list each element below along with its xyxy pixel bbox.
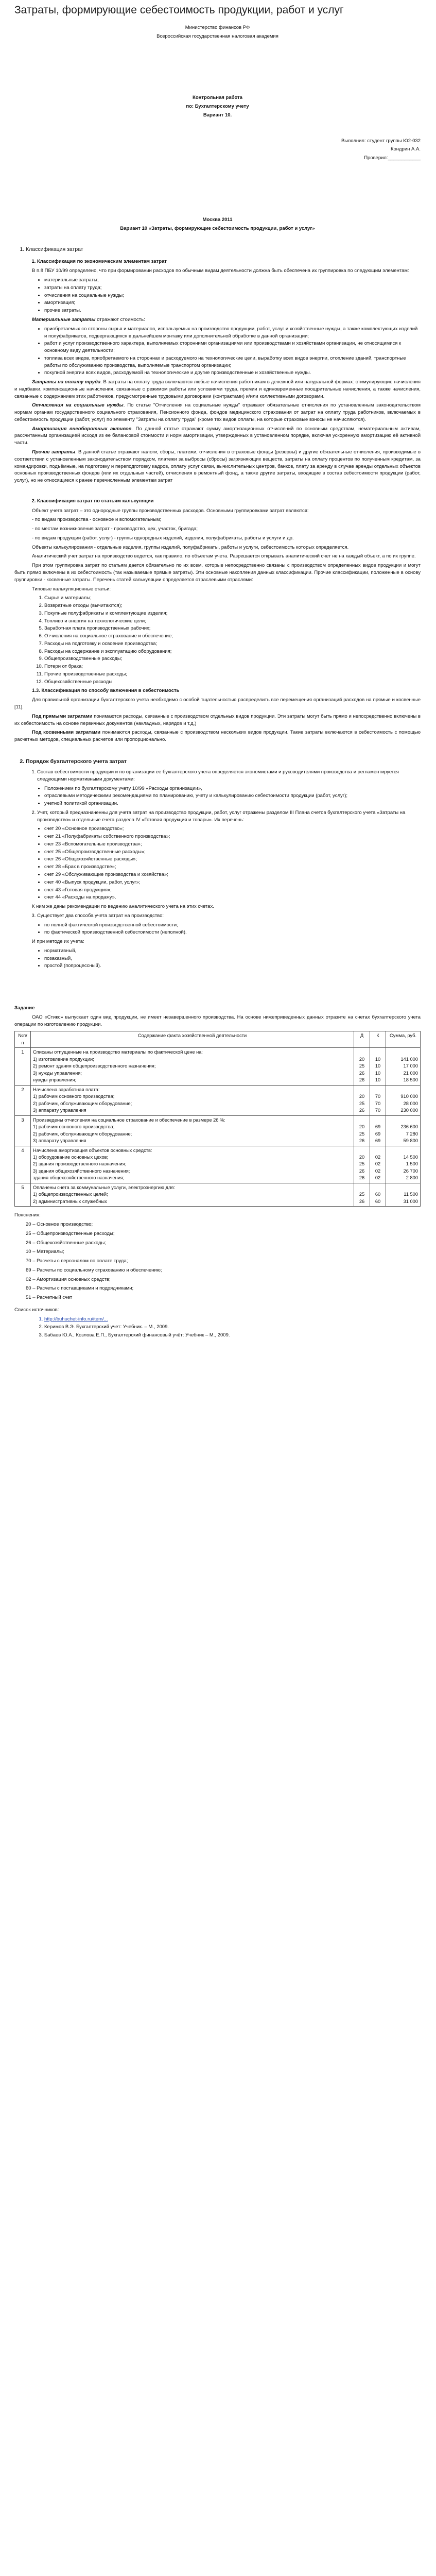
kinds-list (14, 947, 421, 970)
row-number-line: 3 (21, 1117, 24, 1123)
credit-account (370, 1048, 386, 1085)
credit-account-line: 70 (375, 1094, 381, 1099)
paragraph: - по местам возникновения затрат - производство, цех, участок, бригада; (32, 526, 198, 532)
debit-account-line: 26 (359, 1198, 365, 1204)
row-description-line: Начислена заработная плата: (33, 1087, 100, 1092)
credit-account-line: 10 (375, 1077, 381, 1083)
debit-account (354, 1048, 370, 1085)
variant-title: Вариант 10 «Затраты, формирующие себестоимость продукции, работ и услуг» (120, 225, 315, 231)
debit-account-line: 26 (359, 1077, 365, 1083)
row-description-line: Списаны отпущенные на производство материалы по фактической цене на: (33, 1049, 203, 1055)
amount-line: 1 500 (406, 1161, 418, 1167)
debit-account-line (356, 1184, 368, 1191)
row-description-line: 1) рабочим основного производства; (33, 1124, 115, 1130)
credit-account-line: 02 (375, 1168, 381, 1174)
row-number (15, 1085, 31, 1115)
credit-account-line: 70 (375, 1100, 381, 1106)
regulations-list (14, 785, 421, 807)
list-item: 5. Заработная плата производственных рабочих; (44, 625, 421, 632)
list-item: 11. Прочие производственные расходы; (44, 671, 421, 678)
list-item: • топлива всех видов, приобретаемого на стороннах и расходуемого на технологические цели, выработку всех видов энергии, отопление зданий, транспортные работы по обслуживанию производства, выполняемые транспортом организации; (44, 355, 421, 369)
row-description (31, 1146, 354, 1183)
row-description-line: Оплачены счета за коммунальные услуги, электроэнергию для: (33, 1184, 176, 1190)
amount-line: 18 500 (403, 1077, 418, 1083)
paragraph: Типовые калькуляционные статьи: (32, 586, 111, 592)
list-item: 1. Состав себестоимости продукции и по организации ее бухгалтерского учета определяется экономистами и руководителями производства и регламентируется следующими нормативными документами: (37, 769, 421, 783)
paragraph: Отчисления на социальные нужды. По статье "Отчисления на социальные нужды" отражают обязательные отчисления по установленным законодательством нормам органам государственного социального страхования, Пенсионного фонда, фондов медицинского страхования от затрат на оплату труда работников, включаемых в себестоимость продукции (работ, услуг) по элементу "Затраты на оплату труда" (кроме тех видов оплаты, на которые страховые взносы не начисляются). (14, 402, 421, 422)
list-item: • счет 43 «Готовая продукция»; (44, 887, 421, 894)
document-title: Затраты, формирующие себестоимость продукции, работ и услуг (14, 4, 344, 16)
paragraph: Материальные затраты отражают стоимость: (32, 317, 145, 323)
list-item: 12. Общехозяйственные расходы (44, 679, 421, 686)
column-header: К (370, 1031, 386, 1048)
list-item: • отчисления на социальные нужды; (44, 292, 421, 299)
legend (14, 1221, 421, 1301)
legend-heading: Пояснения: (14, 1212, 41, 1218)
section-heading: 1. Классификация затрат (26, 246, 421, 253)
sources-heading: Список источников: (14, 1307, 59, 1313)
amount-line: 28 000 (403, 1100, 418, 1106)
list-item: • счет 20 «Основное производство»; (44, 825, 421, 833)
table-row (15, 1048, 421, 1085)
amount (386, 1183, 421, 1206)
credit-account-line: 60 (375, 1198, 381, 1204)
list-item: • прочие затраты. (44, 307, 421, 314)
row-description-line: 2) рабочим, обслуживающим оборудование; (33, 1100, 132, 1106)
paragraph: Объект учета затрат – это однородные группы производственных расходов. Основными группировками затрат являются: (32, 507, 309, 514)
paragraph: Под косвенными затратами понимаются расходы, связанные с производством нескольких видов продукции. Такие затраты включаются в себестоимость с помощью расчетных методов, специальных расчетов или пропорционально. (14, 730, 421, 743)
list-item: • счет 25 «Общепроизводственные расходы»; (44, 849, 421, 856)
debit-account-line: 25 (359, 1131, 365, 1137)
list-item: • затраты на оплату труда; (44, 284, 421, 292)
row-number (15, 1146, 31, 1183)
list-item: 6. Отчисления на социальное страхование и обеспечение; (44, 633, 421, 640)
debit-account-line: 25 (359, 1063, 365, 1069)
paragraph: Объекты калькулирования - отдельные изделия, группы изделий, полуфабрикаты, работы и услуги, себестоимость которых определяется. (32, 544, 349, 550)
amount-line (388, 1184, 418, 1191)
amount-line: 59 800 (403, 1138, 418, 1144)
credit-account-line (372, 1087, 383, 1093)
list-item: • счет 26 «Общехозяйственные расходы»; (44, 856, 421, 863)
credit-account-line: 02 (375, 1161, 381, 1167)
elements-list (14, 277, 421, 314)
column-header: Содержание факта хозяйственной деятельности (31, 1031, 354, 1048)
row-description-line: 1) изготовление продукции; (33, 1056, 94, 1062)
credit-account-line: 02 (375, 1175, 381, 1181)
debit-account-line: 26 (359, 1168, 365, 1174)
amount-line: 7 280 (406, 1131, 418, 1137)
list-item: 7. Расходы на подготовку и освоение производства; (44, 640, 421, 648)
list-item: • по фактической производственной себестоимости (неполной). (44, 929, 421, 936)
column-header: №п/п (15, 1031, 31, 1048)
list-item: 2. Возвратные отходы (вычитаются); (44, 602, 421, 609)
list-item: • приобретаемых со стороны сырья и материалов, используемых на производство продукции, работ, услуг и хозяйственные нужды, а также комплектующих изделий и полуфабрикатов, подвергающихся в дальнейшем монтажу или дополнительной обработке в данной организации; (44, 326, 421, 340)
row-description-line: 3) нужды управления; (33, 1070, 82, 1076)
list-item: • простой (попроцессный). (44, 962, 421, 970)
credit-account (370, 1115, 386, 1146)
amount (386, 1048, 421, 1085)
row-number (15, 1115, 31, 1146)
credit-account (370, 1085, 386, 1115)
ministry-name: Министерство финансов РФ (185, 24, 250, 30)
paragraph: Аналитический учет затрат на производство ведется, как правило, по объектам учета. Разрешается открывать аналитический счет не на каждый объект, а по их группе. (32, 553, 416, 560)
debit-account-line: 25 (359, 1161, 365, 1167)
row-description-line: 1) рабочим основного производства; (33, 1094, 115, 1099)
list-item: • учетной политикой организации. (44, 800, 421, 807)
list-item: • счет 29 «Обслуживающие производства и хозяйства»; (44, 871, 421, 878)
amount-line: 141 000 (400, 1056, 418, 1062)
credit-account-line: 10 (375, 1063, 381, 1069)
debit-account-line: 20 (359, 1154, 365, 1160)
debit-account (354, 1085, 370, 1115)
row-description-line: 2) ремонт здания общепроизводственного назначения; (33, 1063, 156, 1069)
paragraph: Под прямыми затратами понимаются расходы, связанные с производством отдельных видов продукции. Эти затраты могут быть прямо и непосредственно включены в их себестоимость на основе первичных документов (накладных, нарядов и т.д.) (14, 713, 421, 726)
city-year: Москва 2011 (202, 216, 233, 223)
credit-account-line (372, 1184, 383, 1191)
amount-line (388, 1087, 418, 1093)
credit-account-line: 02 (375, 1154, 381, 1160)
debit-account-line: 20 (359, 1124, 365, 1130)
row-description (31, 1048, 354, 1085)
list-item: • амортизация; (44, 299, 421, 307)
debit-account-line: 20 (359, 1056, 365, 1062)
amount-line: 31 000 (403, 1198, 418, 1204)
row-description-line: 3) аппарату управления (33, 1138, 86, 1144)
row-description-line: 3) здания общехозяйственного назначения; (33, 1168, 130, 1174)
paragraph: При этом группировка затрат по статьям дается обязательно по их всем, которые непосредственно связаны с производством определенных видов продукции и могут быть прямо включены в их себестоимость (так называемые прямые затраты). Эти основные накопления данных классификации. Прочие классификации, положенные в основу группировки - косвенные затраты. Перечень статей калькуляции определяется отраслевыми отраслями: (14, 563, 421, 583)
procedure-list (14, 809, 421, 824)
source-link[interactable]: 1. http://buhuchet-info.ru/item/... (44, 1316, 421, 1323)
credit-account-line: 60 (375, 1192, 381, 1197)
section-heading: 2. Порядок бухгалтерского учета затрат (26, 758, 421, 766)
entries-table (14, 1031, 421, 1207)
list-item: • Положением по бухгалтерскому учету 10/99 «Расходы организации», (44, 785, 421, 792)
list-item: • счет 40 «Выпуск продукции, работ, услуг»; (44, 879, 421, 886)
credit-account-line (372, 1147, 383, 1154)
row-description-line: 2) здания производственного назначения; (33, 1161, 127, 1167)
list-item: 2. Учет, который предназначенны для учета затрат на производство продукции, работ, услуг отражены разделом III Плана счетов бухгалтерского учета «Затраты на производство» и отдельные счета раздела IV «Готовая продукция и товары». Их перечень: (37, 809, 421, 824)
legend-item: 25 – Общепроизводственные расходы; (26, 1230, 115, 1236)
row-number-line: 4 (21, 1147, 24, 1153)
list-item: 8. Расходы на содержание и эксплуатацию оборудования; (44, 648, 421, 655)
procedure-list (14, 912, 421, 920)
amount-line (388, 1049, 418, 1056)
amount-line: 236 600 (400, 1124, 418, 1130)
debit-account (354, 1183, 370, 1206)
list-item: • счет 28 «Брак в производстве»; (44, 863, 421, 871)
amount-line: 11 500 (404, 1192, 418, 1197)
paragraph: Амортизация внеоборотных активов. По данной статье отражают сумму амортизационных отчислений по основным средствам, нематериальным активам, рассчитанным организацией исходя из ее балансовой стоимости и норм амортизации, утвержденных в установленном порядке, включая ускоренную амортизацию её активной части. (14, 426, 421, 446)
row-description-line: 2) рабочим, обслуживающим оборудование; (33, 1131, 132, 1137)
subsection-1-2 (14, 498, 421, 505)
author-line: Кондрин А.А. (390, 146, 421, 152)
credit-account-line: 10 (375, 1056, 381, 1062)
row-description-line: нужды управления; (33, 1077, 77, 1083)
amount (386, 1146, 421, 1183)
credit-account-line: 70 (375, 1108, 381, 1113)
row-description-line: Произведены отчисления на социальное страхование и обеспечение в размере 26 %: (33, 1117, 225, 1123)
paragraph: Для правильной организации бухгалтерского учета необходимо с особой тщательностью распределить все перемещения организаций расходов на прямые и косвенные [11]. (14, 697, 421, 710)
table-row (15, 1085, 421, 1115)
credit-account-line: 69 (375, 1124, 381, 1130)
column-header: Д (354, 1031, 370, 1048)
row-description-line: 1) оборудование основных цехов; (33, 1154, 109, 1160)
row-description (31, 1115, 354, 1146)
credit-account-line (372, 1117, 383, 1124)
subsection-heading: 1. Классификация по экономическим элементам затрат (37, 258, 421, 265)
debit-account-line: 26 (359, 1138, 365, 1144)
legend-item: 26 – Общехозяйственные расходы; (26, 1240, 106, 1246)
legend-item: 70 – Расчеты с персоналом по оплате труда; (26, 1258, 128, 1264)
row-description (31, 1183, 354, 1206)
legend-item: 02 – Амортизация основных средств; (26, 1276, 111, 1282)
row-number (15, 1048, 31, 1085)
debit-account-line: 26 (359, 1175, 365, 1181)
academy-name: Всероссийская государственная налоговая академия (156, 33, 278, 39)
amount-line (388, 1147, 418, 1154)
legend-item: 60 – Расчеты с поставщиками и подрядчиками; (26, 1285, 134, 1292)
debit-account-line: 25 (359, 1100, 365, 1106)
table-row (15, 1183, 421, 1206)
variant: Вариант 10. (203, 112, 232, 118)
row-number-line: 1 (21, 1049, 24, 1055)
subsection-heading: 1.3. Классификация по способу включения в себестоимость (32, 688, 180, 694)
paragraph: - по видам продукции (работ, услуг) - группы однородных изделий, изделия, полуфабрикаты, работы и услуги и др. (32, 535, 294, 541)
list-item: • позаказный, (44, 955, 421, 962)
debit-account-line: 26 (359, 1070, 365, 1076)
paragraph: Затраты на оплату труда. В затраты на оплату труда включаются любые начисления работникам в денежной или натуральной формах: стимулирующие начисления и надбавки, компенсационные начисления, связанные с режимом работы или условиями труда, премии и единовременные поощрительные начисления, а также начисления, связанные с содержанием этих работников, предусмотренные трудовыми договорами (контрактами) и/или коллективными договорами. (14, 379, 421, 399)
list-item: • нормативный, (44, 947, 421, 955)
list-item: 2. Керимов В.Э. Бухгалтерский учет: Учебник. – М., 2009. (44, 1324, 421, 1331)
amount-line: 26 700 (403, 1168, 418, 1174)
paragraph: - по видам производства - основное и вспомогательным; (32, 517, 162, 523)
credit-account-line: 10 (375, 1070, 381, 1076)
credit-account-line: 69 (375, 1138, 381, 1144)
amount-line: 17 000 (403, 1063, 418, 1069)
list-item: • отраслевыми методическими рекомендациями по планированию, учету и калькулированию себестоимости продукции (работ, услуг); (44, 792, 421, 800)
list-item: • счет 23 «Вспомогательные производства»; (44, 841, 421, 848)
task-heading: Задание (14, 1005, 35, 1011)
credit-account (370, 1183, 386, 1206)
row-number-line: 2 (21, 1087, 24, 1092)
debit-account-line (356, 1049, 368, 1056)
list-item: • счет 44 «Расходы на продажу». (44, 894, 421, 901)
legend-item: 20 – Основное производство; (26, 1222, 93, 1228)
legend-item: 51 – Расчетный счет (26, 1295, 73, 1301)
row-description (31, 1085, 354, 1115)
row-description-line: 3) аппарату управления (33, 1108, 86, 1113)
list-item: 10. Потери от брака; (44, 663, 421, 670)
table-row (15, 1115, 421, 1146)
methods-list (14, 922, 421, 937)
author-line: Проверил:____________ (364, 155, 421, 161)
row-description-line: Начислена амортизация объектов основных средств: (33, 1147, 152, 1153)
debit-account-line: 25 (359, 1192, 365, 1197)
sources-list (14, 1316, 421, 1339)
list-item: • по полной фактической производственной себестоимости; (44, 922, 421, 929)
table-header-row (15, 1031, 421, 1048)
title-page (14, 24, 421, 232)
subsection-heading: 2. Классификация затрат по статьям калькуляции (37, 498, 421, 505)
paragraph: ОАО «Стикс» выпускает один вид продукции, не имеет незавершенного производства. На основе нижеприведенных данных отразите на счетах бухгалтерского учета операции по изготовлению продукции. (14, 1014, 421, 1027)
amount-line: 14 500 (403, 1154, 418, 1160)
list-item: 3. Существует два способа учета затрат на производство: (37, 912, 421, 920)
credit-account-line (372, 1049, 383, 1056)
discipline: по: Бухгалтерскому учету (186, 104, 249, 110)
debit-account-line (356, 1147, 368, 1154)
procedure-list (14, 769, 421, 783)
list-item: • материальные затраты; (44, 277, 421, 284)
accounts-list (14, 825, 421, 901)
list-item: • покупной энергии всех видов, расходуемой на технологические и другие производственные и хозяйственные нужды. (44, 369, 421, 377)
legend-item: 69 – Расчеты по социальному страхованию и обеспечению; (26, 1267, 162, 1273)
list-item: 3. Бабаев Ю.А., Козлова Е.П., Бухгалтерский финансовый учёт: Учебник – М., 2009. (44, 1332, 421, 1339)
debit-account-line: 26 (359, 1108, 365, 1113)
row-description-line: 1) общепроизводственных целей; (33, 1192, 108, 1197)
credit-account-line: 69 (375, 1131, 381, 1137)
work-type: Контрольная работа (193, 95, 242, 101)
section-2 (14, 758, 421, 766)
paragraph: Прочие затраты. В данной статье отражают налоги, сборы, платежи, отчисления в страховые фонды (резервы) и другие обязательные отчисления, производимые в соответствии с установленным законодательством порядком, платежи за выбросы (сбросы) загрязняющих веществ, затраты на оплату процентов по полученным кредитам, за командировки, подъёмные, на подготовку и переподготовку кадров, оплату услуг связи, вычислительных центров, банков, плату за аренду в случае аренды отдельных объектов основных производственных фондов (или их отдельных частей), отчисления в ремонтный фонд, а также другие затраты, входящие в состав себестоимости продукции (работ, услуг), но не относящиеся к ранее перечисленным элементам затрат (14, 449, 421, 484)
debit-account (354, 1146, 370, 1183)
amount-line: 2 800 (406, 1175, 418, 1181)
list-item: 3. Покупные полуфабрикаты и комплектующие изделия; (44, 610, 421, 617)
row-number (15, 1183, 31, 1206)
list-item: 1. Сырье и материалы; (44, 595, 421, 602)
material-list (14, 326, 421, 377)
author-line: Выполнил: студент группы Ю2-032 (341, 138, 421, 144)
amount (386, 1085, 421, 1115)
subsection-1-1 (14, 258, 421, 265)
list-item: • счет 21 «Полуфабрикаты собственного производства»; (44, 833, 421, 840)
paragraph: К ним же даны рекомендации по ведению аналитического учета на этих счетах. (32, 904, 214, 910)
paragraph: В п.8 ПБУ 10/99 определено, что при формировании расходов по обычным видам деятельности должна быть обеспечена их группировка по следующим элементам: (32, 268, 409, 274)
row-description-line: 2) административных служебных (33, 1198, 107, 1204)
amount-line: 910 000 (400, 1094, 418, 1099)
paragraph: И при методе их учета: (32, 939, 84, 945)
credit-account (370, 1146, 386, 1183)
amount (386, 1115, 421, 1146)
amount-line: 230 000 (400, 1108, 418, 1113)
list-item: 4. Топливо и энергия на технологические цели; (44, 618, 421, 625)
list-item: • работ и услуг производственного характера, выполняемых сторонними организациями или производствами и хозяйствами организации, не относящимися к основному виду деятельности; (44, 340, 421, 354)
section-1 (14, 246, 421, 253)
debit-account-line (356, 1117, 368, 1124)
cost-articles-list (14, 595, 421, 685)
column-header: Сумма, руб. (386, 1031, 421, 1048)
legend-item: 10 – Материалы; (26, 1249, 64, 1255)
amount-line: 21 000 (403, 1070, 418, 1076)
list-item: 9. Общепроизводственные расходы; (44, 655, 421, 663)
row-number-line: 5 (21, 1184, 24, 1190)
row-description-line: здания общехозяйственного назначения; (33, 1175, 125, 1181)
table-row (15, 1146, 421, 1183)
debit-account-line: 20 (359, 1094, 365, 1099)
debit-account (354, 1115, 370, 1146)
debit-account-line (356, 1087, 368, 1093)
amount-line (388, 1117, 418, 1124)
